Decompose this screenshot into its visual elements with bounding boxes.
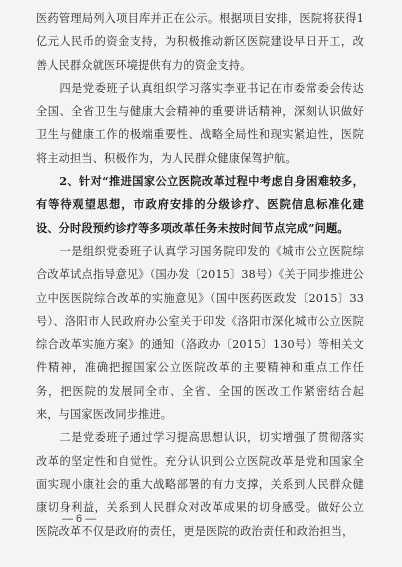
paragraph-funding: 医药管理局列入项目库并正在公示。根据项目安排，医院将获得1亿元人民币的资金支持，为积极推动新区医院建设早日开工，改善人民群众就医环境提供有力的资金支持。 [36,12,364,72]
paragraph-study-documents: 一是组织党委班子认真学习国务院印发的《城市公立医院综合改革试点指导意见》（国办发〔2015〕38号）《关于同步推进公立中医医院综合改革的实施意见》（国中医药医政发〔2015〕33号）、洛阳市人民政府办公室关于印发《洛阳市深化城市公立医院综合改革实施方案》的通知（洛政办〔2015〕130号）等相关文件精神，准确把握国家公立医院改革的主要精神和重点工作任务，把医院的发展同全市、全省、全国的医改工作紧密结合起来，与国家医改同步推进。 [36,244,364,422]
section-heading-issue-2: 2、针对“推进国家公立医院改革过程中考虑自身困难较多，有等待观望思想，市政府安排的分级诊疗、医院信息标准化建设、分时段预约诊疗等多项改革任务未按时间节点完成”问题。 [36,174,364,235]
paragraph-raise-awareness: 二是党委班子通过学习提高思想认识，切实增强了贯彻落实改革的坚定性和自觉性。充分认识到公立医院改革是党和国家全面实现小康社会的重大战略部署的有力支撑，关系到人民群众健康切身利益，关系到人民群众对改革成果的切身感受。做好公立医院改革不仅是政府的责任，更是医院的政治责任和政治担当， [36,431,364,538]
paragraph-study-health-conference: 四是党委班子认真组织学习落实李亚书记在市委常委会传达全国、全省卫生与健康大会精神的重要讲话精神，深刻认识做好卫生与健康工作的极端重要性、战略全局性和现实紧迫性，医院将主动担当、积极作为，为人民群众健康保驾护航。 [36,81,364,165]
page-number: — 6 — [62,513,97,525]
